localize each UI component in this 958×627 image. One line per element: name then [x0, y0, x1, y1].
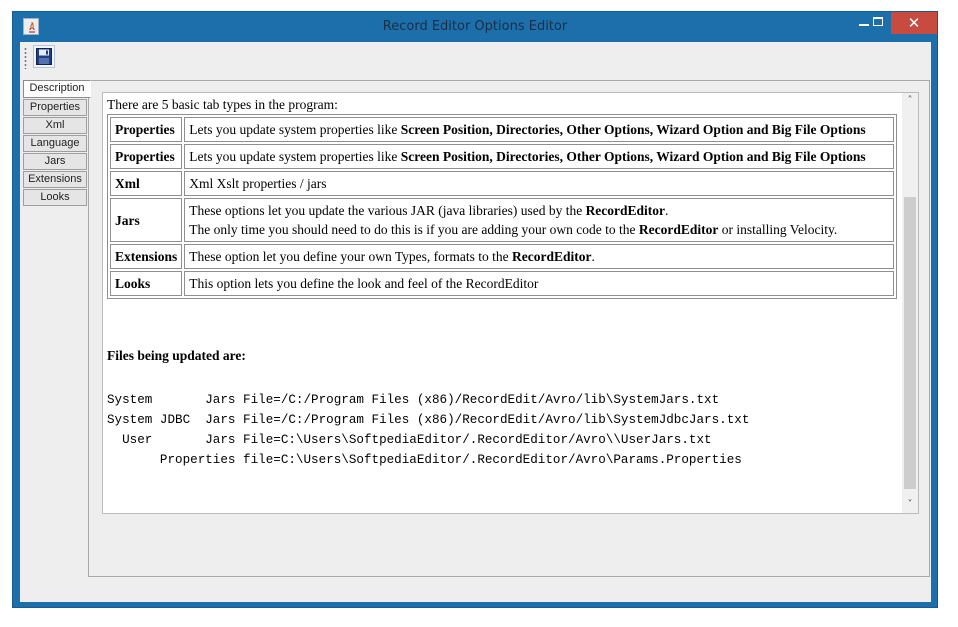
row-description: Lets you update system properties like Screen Position, Directories, Other Options, Wizard Option and Big File Options — [184, 144, 894, 169]
scroll-down-icon[interactable]: ˅ — [907, 499, 913, 510]
toolbar-grip[interactable] — [24, 47, 27, 69]
description-panel — [88, 80, 930, 577]
maximize-icon — [873, 17, 883, 26]
files-list — [107, 390, 901, 470]
tab-jars[interactable]: Jars — [23, 153, 87, 170]
app-window — [12, 11, 938, 608]
description-content — [107, 93, 901, 470]
row-name: Properties — [110, 117, 182, 142]
maximize-button[interactable] — [865, 12, 891, 34]
tab-extensions[interactable]: Extensions — [23, 171, 87, 188]
close-icon: ✕ — [907, 14, 921, 32]
row-name: Extensions — [110, 244, 182, 269]
client-area — [20, 42, 931, 602]
window-title: Record Editor Options Editor — [382, 19, 568, 34]
row-name: Xml — [110, 171, 182, 196]
row-description: These options let you update the various JAR (java libraries) used by the RecordEditor. The only time you should need to do this is if you are adding your own code to the RecordEditor or installing Velocity. — [184, 198, 894, 242]
row-description: These option let you define your own Types, formats to the RecordEditor. — [184, 244, 894, 269]
file-line: User Jars File=C:\Users\SoftpediaEditor/.RecordEditor/Avro\\UserJars.txt — [107, 433, 712, 447]
tab-language[interactable]: Language — [23, 135, 87, 152]
side-tab-strip — [23, 80, 89, 207]
intro-text: There are 5 basic tab types in the program: — [107, 97, 338, 112]
row-name: Jars — [110, 198, 182, 242]
vertical-scrollbar[interactable] — [902, 93, 918, 513]
close-button[interactable] — [891, 12, 937, 34]
table-row — [110, 171, 894, 196]
file-line: System JDBC Jars File=/C:/Program Files (x86)/RecordEdit/Avro/lib\SystemJdbcJars.txt — [107, 413, 750, 427]
tab-looks[interactable]: Looks — [23, 189, 87, 206]
table-row — [110, 244, 894, 269]
tab-description[interactable]: Description — [23, 80, 91, 98]
file-line: System Jars File=/C:/Program Files (x86)/RecordEdit/Avro/lib\SystemJars.txt — [107, 393, 720, 407]
tab-types-table — [107, 114, 897, 299]
row-name: Properties — [110, 144, 182, 169]
tab-properties[interactable]: Properties — [23, 99, 87, 116]
file-line: Properties file=C:\Users\SoftpediaEditor/.RecordEditor/Avro\Params.Properties — [107, 453, 742, 467]
table-row — [110, 198, 894, 242]
floppy-disk-icon — [36, 48, 52, 65]
table-row — [110, 271, 894, 296]
tab-xml[interactable]: Xml — [23, 117, 87, 134]
files-heading: Files being updated are: — [107, 348, 246, 363]
scroll-thumb[interactable] — [904, 197, 916, 489]
description-scroll-pane[interactable] — [102, 92, 919, 514]
row-name: Looks — [110, 271, 182, 296]
scroll-up-icon[interactable]: ˄ — [907, 95, 913, 106]
row-description: Lets you update system properties like Screen Position, Directories, Other Options, Wizard Option and Big File Options — [184, 117, 894, 142]
toolbar — [20, 42, 931, 76]
row-description: Xml Xslt properties / jars — [184, 171, 894, 196]
save-button[interactable] — [33, 45, 55, 68]
title-bar[interactable] — [13, 12, 937, 42]
table-row — [110, 144, 894, 169]
row-description: This option lets you define the look and feel of the RecordEditor — [184, 271, 894, 296]
table-row — [110, 117, 894, 142]
